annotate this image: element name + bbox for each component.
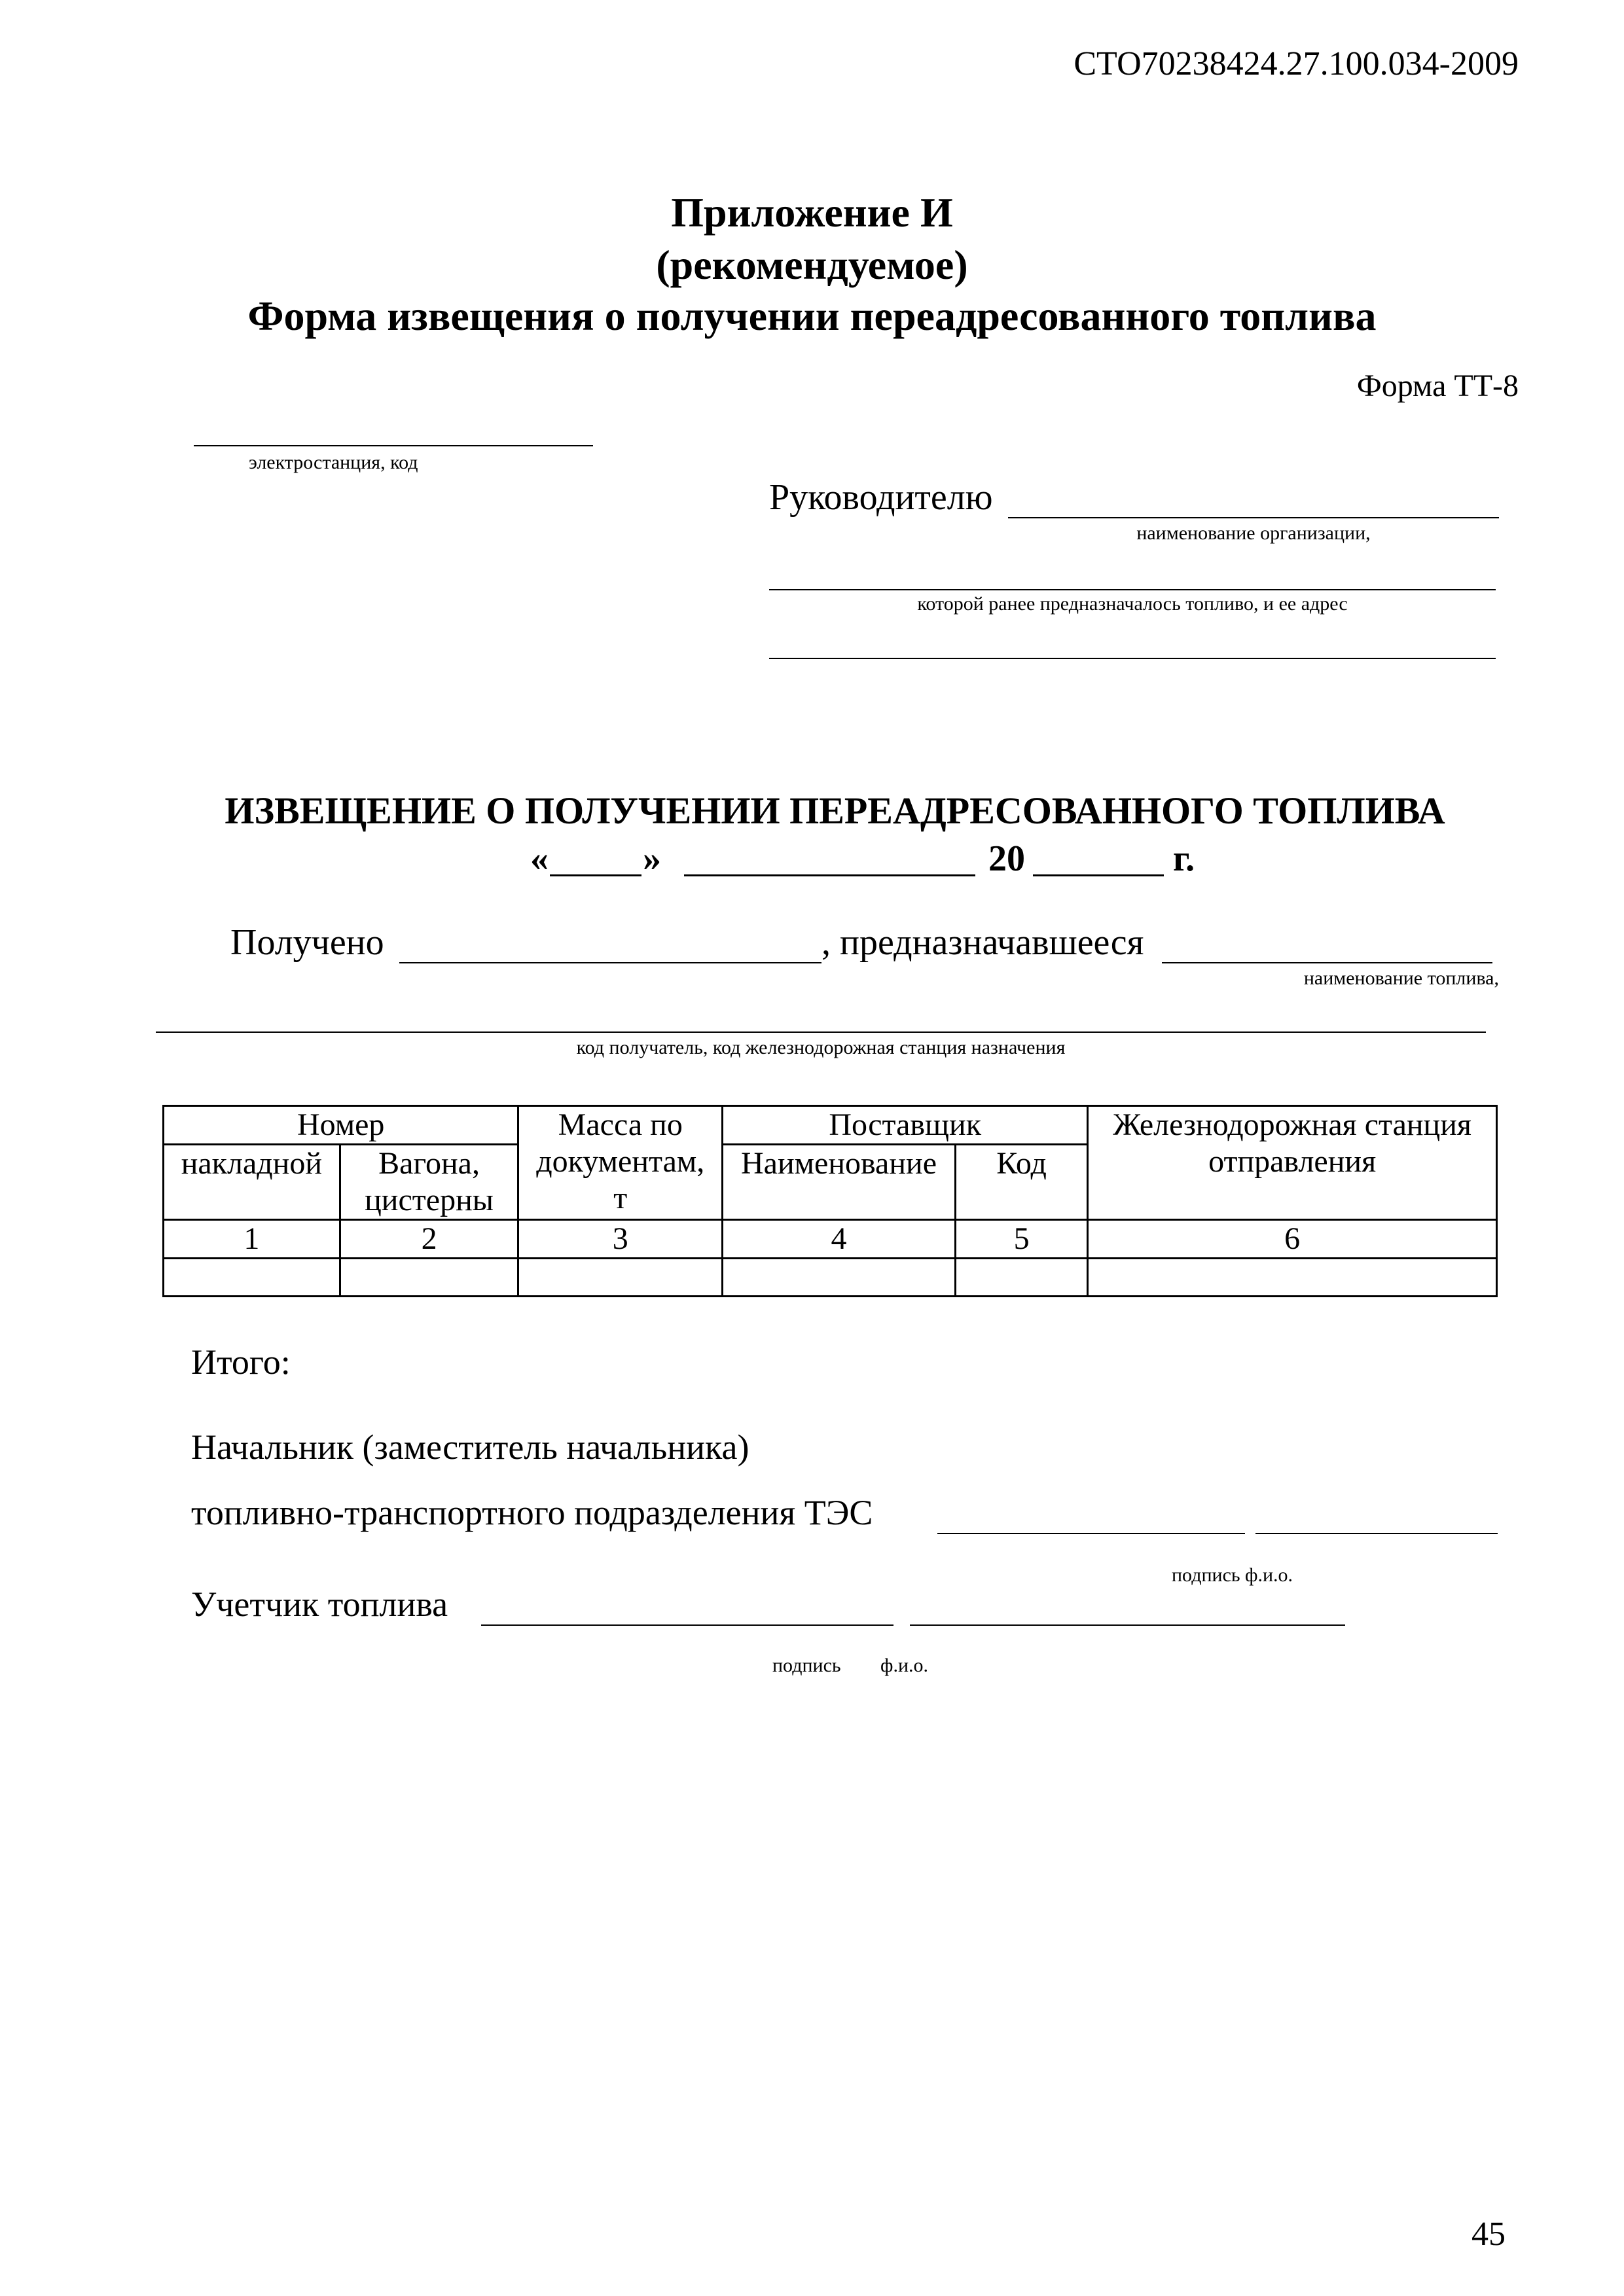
received-label: Получено: [230, 922, 384, 963]
column-number: 3: [518, 1220, 723, 1259]
total-label: Итого:: [191, 1342, 291, 1382]
receiver-line: [156, 1031, 1486, 1033]
addressee-caption-2: которой ранее предназначалось топливо, и ее адрес: [917, 593, 1348, 615]
accountant-label: Учетчик топлива: [191, 1585, 448, 1624]
form-title: Форма извещения о получении переадресованного топлива: [247, 293, 1377, 339]
appendix-title: Приложение И: [671, 189, 953, 236]
addressee-line-1: [1008, 517, 1499, 518]
accountant-name-line: [910, 1624, 1345, 1626]
header-invoice: накладной: [164, 1145, 340, 1220]
document-code: СТО70238424.27.100.034-2009: [1074, 45, 1519, 82]
accountant-caption-name: ф.и.о.: [880, 1655, 928, 1676]
page-number: 45: [1471, 2215, 1506, 2253]
sender-line: [194, 445, 593, 446]
column-number: 2: [340, 1220, 518, 1259]
header-mass-line-1: Масса по: [558, 1107, 683, 1142]
column-number: 6: [1088, 1220, 1497, 1259]
date-day-line: [550, 874, 641, 876]
fuel-table: [162, 1105, 1498, 1297]
table-row: [164, 1259, 1497, 1297]
date-year-line: [1033, 874, 1164, 876]
chief-signature-line: [937, 1533, 1245, 1534]
header-wagon-line-2: цистерны: [365, 1183, 494, 1217]
header-wagon: [340, 1145, 518, 1220]
sender-caption: электростанция, код: [249, 452, 418, 473]
empty-cell[interactable]: [1088, 1259, 1497, 1297]
fuel-name-caption: наименование топлива,: [1303, 967, 1499, 989]
accountant-signature-line: [481, 1624, 893, 1626]
header-supplier: Поставщик: [723, 1106, 1088, 1145]
header-number: Номер: [164, 1106, 518, 1145]
date-open-quote: «: [530, 838, 549, 879]
date-close-quote: »: [643, 838, 661, 879]
column-number: 1: [164, 1220, 340, 1259]
empty-cell[interactable]: [723, 1259, 956, 1297]
chief-title-line-2: топливно-транспортного подразделения ТЭС: [191, 1493, 873, 1532]
header-station-line-2: отправления: [1208, 1144, 1377, 1179]
header-mass: [518, 1106, 723, 1220]
addressee-line-2: [769, 589, 1496, 590]
chief-title-line-1: Начальник (заместитель начальника): [191, 1427, 749, 1467]
notice-heading: ИЗВЕЩЕНИЕ О ПОЛУЧЕНИИ ПЕРЕАДРЕСОВАННОГО ТОПЛИВА: [225, 789, 1445, 832]
form-number: Форма ТТ-8: [1356, 368, 1519, 403]
column-number: 5: [955, 1220, 1087, 1259]
header-supplier-code: Код: [955, 1145, 1087, 1220]
received-quantity-line: [399, 962, 821, 963]
appendix-status: (рекомендуемое): [656, 242, 968, 288]
header-mass-line-2: документам,: [536, 1144, 705, 1179]
chief-caption: подпись ф.и.о.: [1172, 1564, 1293, 1586]
addressee-caption-1: наименование организации,: [1136, 522, 1371, 544]
received-fuel-line: [1162, 962, 1492, 963]
header-wagon-line-1: Вагона,: [378, 1146, 480, 1181]
header-station-line-1: Железнодорожная станция: [1113, 1107, 1472, 1142]
column-number-row: [164, 1220, 1497, 1259]
receiver-caption: код получатель, код железнодорожная станция назначения: [576, 1037, 1066, 1058]
header-station: [1088, 1106, 1497, 1220]
empty-cell[interactable]: [340, 1259, 518, 1297]
column-number: 4: [723, 1220, 956, 1259]
empty-cell[interactable]: [518, 1259, 723, 1297]
empty-cell[interactable]: [164, 1259, 340, 1297]
accountant-caption-signature: подпись: [772, 1655, 841, 1676]
chief-name-line: [1255, 1533, 1498, 1534]
header-supplier-name: Наименование: [723, 1145, 956, 1220]
addressee-line-3: [769, 658, 1496, 659]
received-intended-label: , предназначавшееся: [821, 922, 1144, 963]
date-year-prefix: 20: [988, 838, 1025, 879]
empty-cell[interactable]: [955, 1259, 1087, 1297]
date-month-line: [684, 874, 975, 876]
date-year-suffix: г.: [1173, 838, 1195, 879]
addressee-label: Руководителю: [769, 477, 993, 518]
header-mass-line-3: т: [613, 1181, 628, 1215]
